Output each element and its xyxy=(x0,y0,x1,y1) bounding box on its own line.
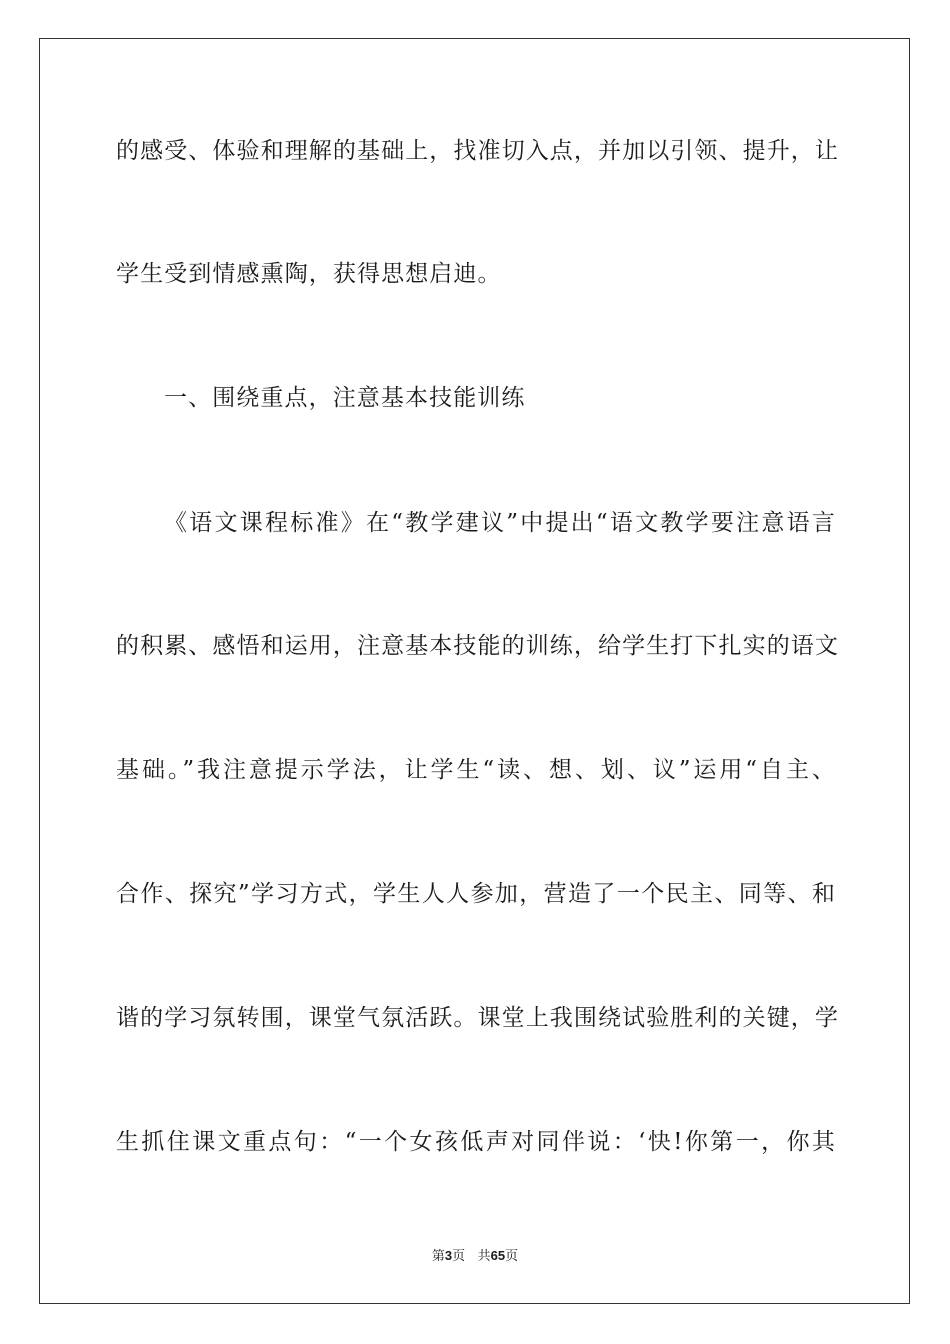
footer-page-suffix: 页 xyxy=(452,1249,466,1264)
page-border xyxy=(39,38,910,1304)
section-heading: 一、围绕重点，注意基本技能训练 xyxy=(164,385,526,411)
body-line-8: 生抓住课文重点句：“一个女孩低声对同伴说：‘快!你第一，你其 xyxy=(116,1129,836,1155)
body-line-3: 《语文课程标准》在“教学建议”中提出“语文教学要注意语言 xyxy=(164,510,836,536)
footer-page-number: 3 xyxy=(444,1248,453,1263)
body-line-1: 的感受、体验和理解的基础上，找准切入点，并加以引领、提升，让 xyxy=(116,138,839,164)
body-line-7: 谐的学习氛转围，课堂气氛活跃。课堂上我围绕试验胜利的关键，学 xyxy=(116,1005,839,1031)
body-line-6: 合作、探究”学习方式，学生人人参加，营造了一个民主、同等、和 xyxy=(116,881,836,907)
body-line-2: 学生受到情感熏陶，获得思想启迪。 xyxy=(116,261,502,287)
body-line-5: 基础。”我注意提示学法，让学生“读、想、划、议”运用“自主、 xyxy=(116,757,836,783)
footer-total-suffix: 页 xyxy=(505,1249,519,1264)
footer-total-prefix: 共 xyxy=(477,1249,491,1264)
page-footer xyxy=(0,1247,950,1266)
body-line-4: 的积累、感悟和运用，注意基本技能的训练，给学生打下扎实的语文 xyxy=(116,633,839,659)
footer-total-number: 65 xyxy=(490,1248,506,1263)
footer-page-prefix: 第 xyxy=(431,1249,445,1264)
